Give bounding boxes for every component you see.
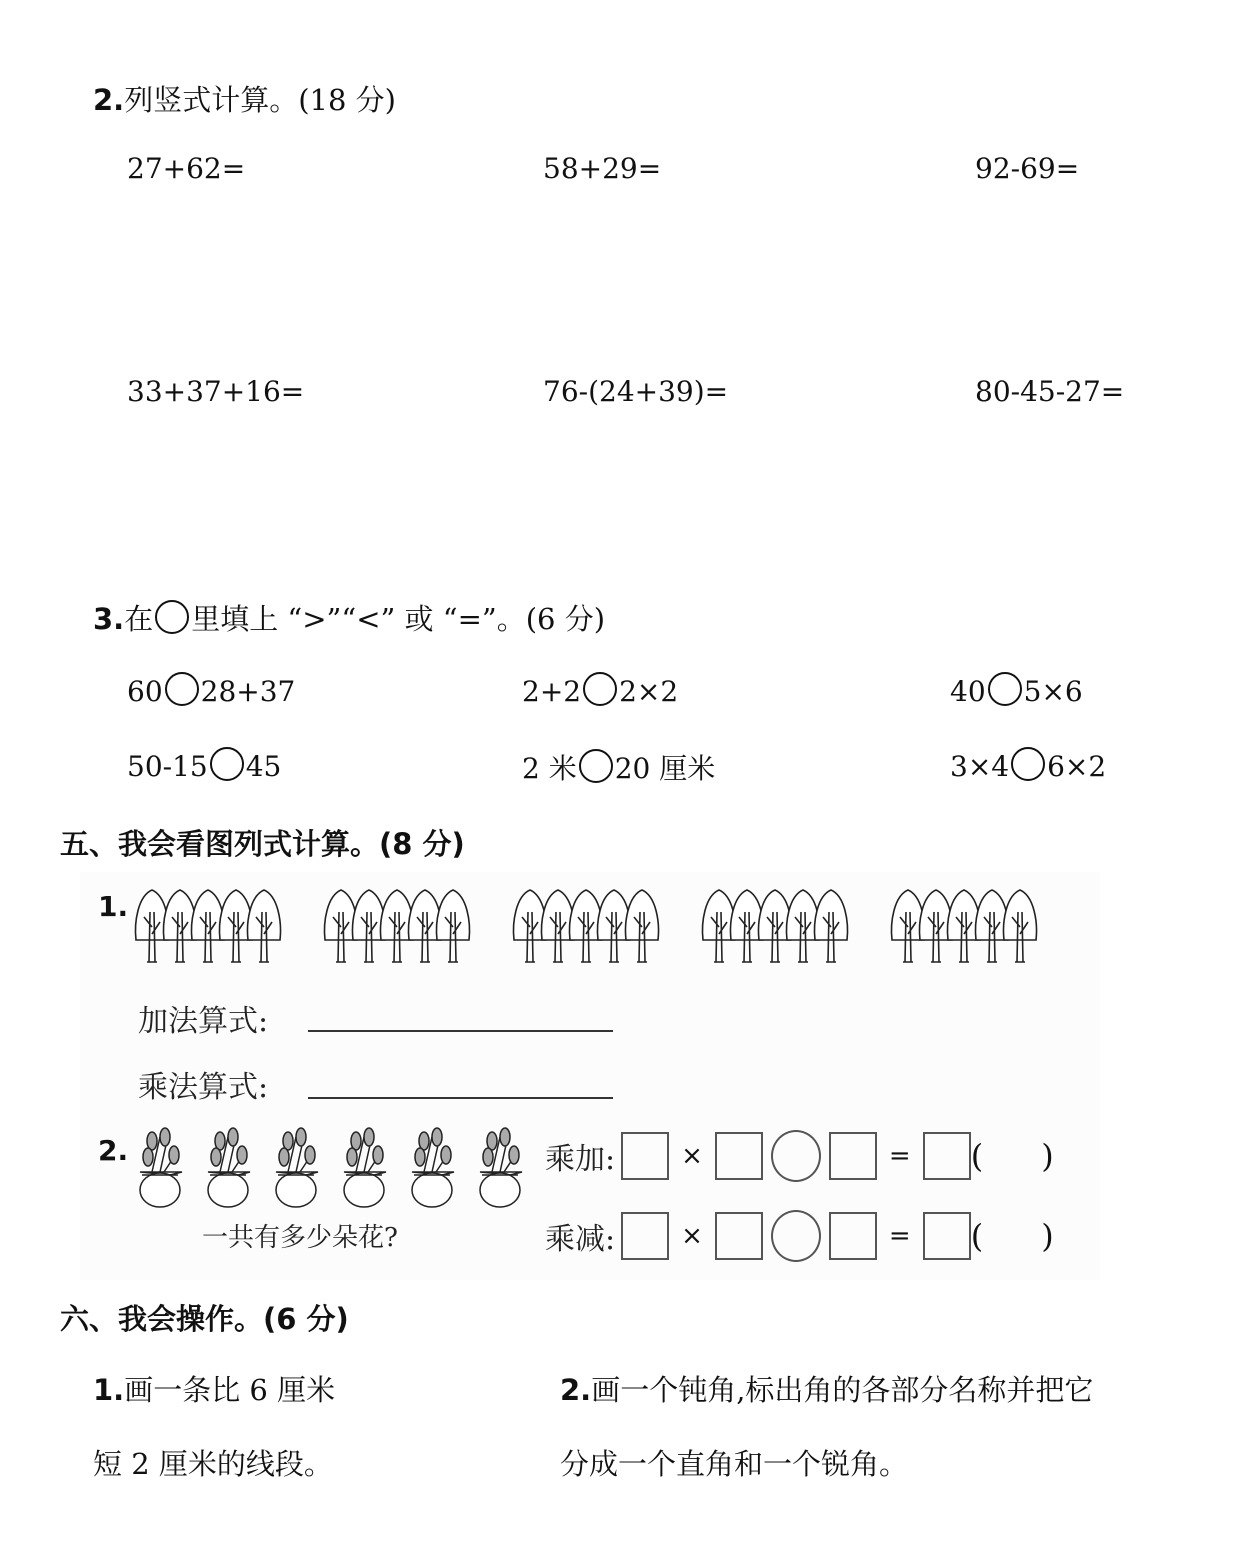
expr-4: 33+37+16= xyxy=(127,375,305,408)
paren-open: ( xyxy=(970,1137,984,1175)
s6-item-2-text: 画一个钝角,标出角的各部分名称并把它 xyxy=(591,1373,1094,1407)
times-sign: × xyxy=(681,1221,703,1251)
expr-6: 80-45-27= xyxy=(975,375,1125,408)
flower-pot-icon xyxy=(208,1128,250,1207)
answer-box[interactable] xyxy=(715,1212,763,1260)
tree-icon xyxy=(437,890,470,962)
compare-left: 50-15 xyxy=(127,750,208,783)
p1-number: 1. xyxy=(98,890,129,923)
equals-sign: = xyxy=(888,1221,911,1251)
expr-1: 27+62= xyxy=(127,152,246,185)
q2-title: 列竖式计算。(18 分) xyxy=(124,83,396,117)
tree-icon xyxy=(1004,890,1037,962)
compare-left: 2 米 xyxy=(522,752,577,785)
compare-left: 3×4 xyxy=(950,750,1010,783)
compare-right: 5×6 xyxy=(1023,675,1083,708)
multiply-add-row xyxy=(545,1130,1061,1182)
unit-blank[interactable] xyxy=(971,1137,1061,1175)
tree-icon xyxy=(248,890,281,962)
answer-circle[interactable] xyxy=(988,672,1022,706)
answer-box[interactable] xyxy=(621,1212,669,1260)
compare-right: 20 厘米 xyxy=(614,752,716,785)
q3-heading xyxy=(93,597,605,638)
compare-item xyxy=(950,672,1083,708)
tree-icon xyxy=(815,890,848,962)
compare-left: 60 xyxy=(127,675,163,708)
addition-answer-line[interactable] xyxy=(308,1030,613,1032)
answer-box[interactable] xyxy=(829,1212,877,1260)
s6-item-1-line1 xyxy=(93,1368,335,1409)
q2-number: 2. xyxy=(93,83,125,117)
multiply-subtract-label: 乘减: xyxy=(545,1222,616,1257)
flower-pots-illustration xyxy=(135,1127,530,1212)
p2-number: 2. xyxy=(98,1134,129,1167)
multiplication-label: 乘法算式: xyxy=(138,1070,269,1105)
s6-item-1-text: 画一条比 6 厘米 xyxy=(124,1373,336,1407)
answer-circle[interactable] xyxy=(1011,747,1045,781)
multiplication-answer-line[interactable] xyxy=(308,1097,613,1099)
multiply-subtract-row xyxy=(545,1210,1061,1262)
q3-number: 3. xyxy=(93,602,125,636)
flower-pot-icon xyxy=(140,1128,182,1207)
answer-circle[interactable] xyxy=(583,672,617,706)
compare-right: 45 xyxy=(245,750,282,783)
compare-item xyxy=(522,747,715,787)
section-6-heading: 六、我会操作。(6 分) xyxy=(60,1302,349,1336)
paren-close: ) xyxy=(1041,1217,1054,1255)
answer-box[interactable] xyxy=(923,1212,971,1260)
section-5-heading: 五、我会看图列式计算。(8 分) xyxy=(60,827,465,861)
expr-3: 92-69= xyxy=(975,152,1080,185)
circle-icon xyxy=(155,600,189,634)
answer-circle[interactable] xyxy=(165,672,199,706)
compare-right: 28+37 xyxy=(200,675,296,708)
q3-post: 里填上 “>”“<” 或 “=”。(6 分) xyxy=(191,602,606,636)
flower-pot-icon xyxy=(480,1128,522,1207)
compare-item xyxy=(950,747,1106,783)
compare-left: 2+2 xyxy=(522,675,582,708)
flower-question: 一共有多少朵花? xyxy=(202,1223,398,1253)
trees-illustration xyxy=(130,882,1050,972)
answer-box[interactable] xyxy=(923,1132,971,1180)
compare-right: 2×2 xyxy=(619,675,679,708)
expr-5: 76-(24+39)= xyxy=(543,375,729,408)
paren-close: ) xyxy=(1041,1137,1054,1175)
s6-item-2-line2: 分成一个直角和一个锐角。 xyxy=(560,1447,909,1481)
s6-item-2-number: 2. xyxy=(560,1373,592,1407)
addition-label: 加法算式: xyxy=(138,1004,269,1039)
answer-circle[interactable] xyxy=(210,747,244,781)
answer-box[interactable] xyxy=(715,1132,763,1180)
answer-circle[interactable] xyxy=(579,749,613,783)
flower-pot-icon xyxy=(276,1128,318,1207)
equals-sign: = xyxy=(888,1141,911,1171)
flower-pot-icon xyxy=(412,1128,454,1207)
compare-left: 40 xyxy=(950,675,986,708)
expr-2: 58+29= xyxy=(543,152,662,185)
picture-problems xyxy=(80,872,1100,1280)
unit-blank[interactable] xyxy=(971,1217,1061,1255)
compare-item xyxy=(127,672,295,708)
q2-heading xyxy=(93,78,396,119)
tree-icon xyxy=(626,890,659,962)
paren-open: ( xyxy=(970,1217,984,1255)
flower-pot-icon xyxy=(344,1128,386,1207)
s6-item-1-line2: 短 2 厘米的线段。 xyxy=(93,1447,333,1481)
s6-item-1-number: 1. xyxy=(93,1373,125,1407)
answer-box[interactable] xyxy=(621,1132,669,1180)
s6-item-2-line1 xyxy=(560,1368,1093,1409)
answer-box[interactable] xyxy=(829,1132,877,1180)
compare-item xyxy=(522,672,678,708)
multiply-add-label: 乘加: xyxy=(545,1142,616,1177)
times-sign: × xyxy=(681,1141,703,1171)
compare-item xyxy=(127,747,281,783)
operator-circle[interactable] xyxy=(771,1130,821,1182)
q3-pre: 在 xyxy=(124,602,154,636)
compare-right: 6×2 xyxy=(1047,750,1107,783)
operator-circle[interactable] xyxy=(771,1210,821,1262)
